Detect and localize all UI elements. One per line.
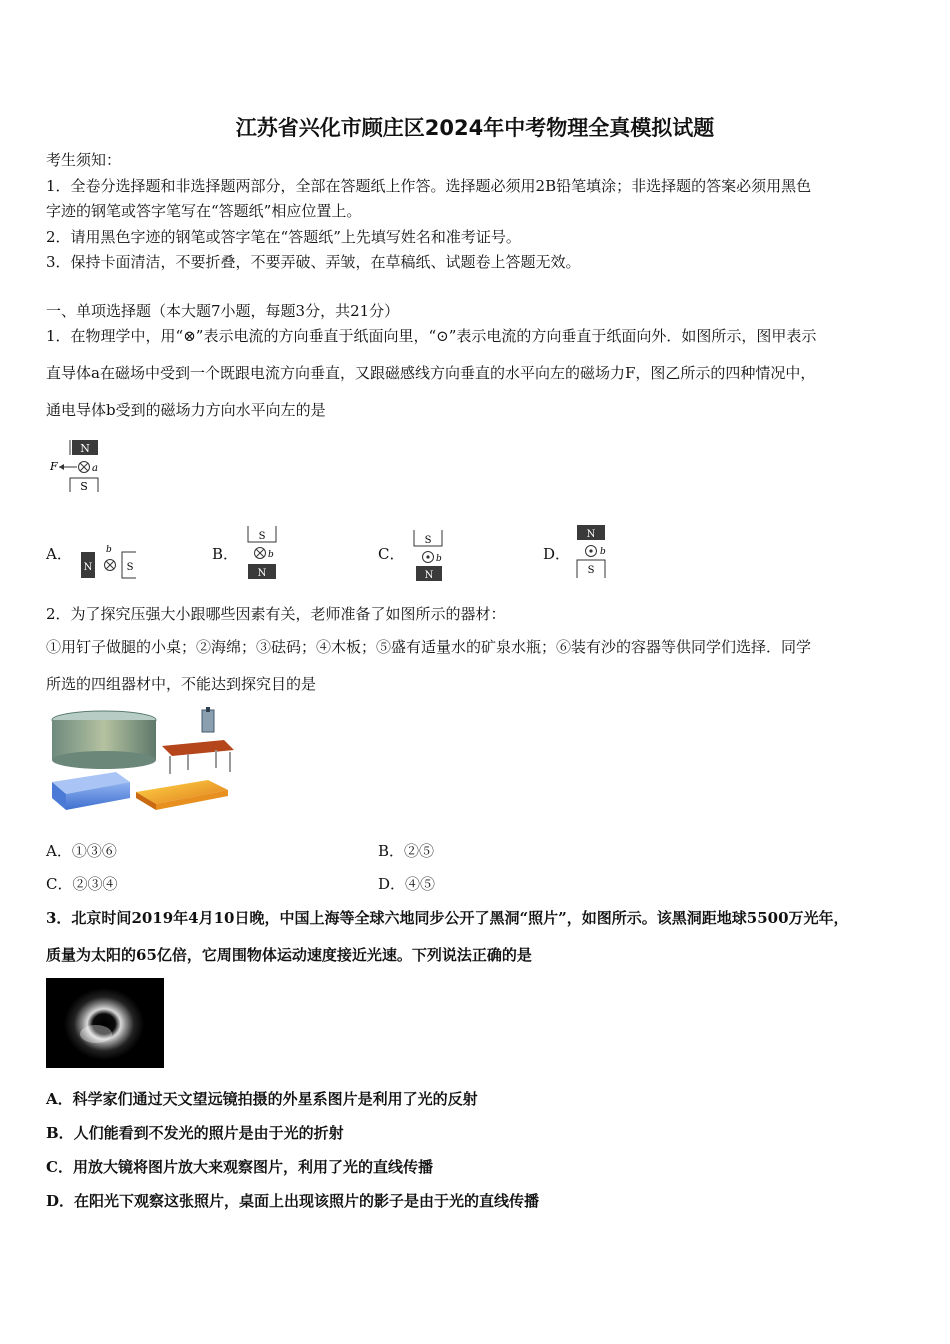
q1-option-b-figure — [244, 522, 284, 584]
svg-text:S: S — [126, 562, 134, 573]
q1-text: 通电导体b受到的磁场力方向水平向左的是 — [46, 401, 326, 419]
q3-option-a[interactable]: A．科学家们通过天文望远镜拍摄的外星系图片是利用了光的反射 — [46, 1090, 478, 1108]
page-title: 江苏省兴化市顾庄区2024年中考物理全真模拟试题 — [235, 116, 715, 140]
q2-text: 所选的四组器材中，不能达到探究目的是 — [46, 675, 317, 693]
section-heading: 一、单项选择题（本大题7小题，每题3分，共21分） — [46, 302, 400, 320]
svg-text:b: b — [106, 545, 112, 555]
svg-text:N: N — [83, 562, 93, 573]
q1-option-d-label[interactable]: D． — [543, 545, 571, 563]
svg-text:N: N — [257, 568, 267, 579]
q1-option-a-figure — [78, 542, 140, 582]
q1-text: 直导体a在磁场中受到一个既跟电流方向垂直，又跟磁感线方向垂直的水平向左的磁场力F，图乙所示的四种情况中， — [46, 364, 816, 382]
q2-text: ①用钉子做腿的小桌；②海绵；③砝码；④木板；⑤盛有适量水的矿泉水瓶；⑥装有沙的容器等供同学们选择．同学 — [46, 638, 812, 656]
q2-option-d[interactable] — [378, 874, 435, 894]
force-label: F — [50, 460, 58, 473]
notice-item: 字迹的钢笔或答字笔写在“答题纸”相应位置上。 — [46, 202, 362, 220]
q1-option-d-figure — [573, 522, 617, 582]
q1-option-c-figure — [410, 526, 450, 586]
q2-option-d-label: D． — [378, 875, 406, 893]
q2-option-c[interactable] — [46, 874, 118, 894]
q2-option-b-text: ②⑤ — [404, 842, 435, 860]
q2-option-c-label: C． — [46, 875, 73, 893]
svg-text:S: S — [258, 531, 266, 542]
q3-text: 3．北京时间2019年4月10日晚，中国上海等全球六地同步公开了黑洞“照片”，如图所示。该黑洞距地球5500万光年， — [46, 909, 849, 927]
q3-option-c[interactable]: C．用放大镜将图片放大来观察图片，利用了光的直线传播 — [46, 1158, 433, 1176]
svg-text:S: S — [587, 565, 595, 576]
q2-option-c-text: ②③④ — [72, 875, 118, 893]
q1-option-b-label[interactable]: B． — [212, 545, 239, 563]
q2-option-a-text: ①③⑥ — [71, 842, 117, 860]
conductor-a-label: a — [92, 463, 98, 474]
q1-option-c-label[interactable]: C． — [378, 545, 405, 563]
notice-heading: 考生须知： — [46, 151, 122, 169]
q2-option-b[interactable] — [378, 841, 434, 861]
svg-text:N: N — [424, 570, 434, 581]
svg-text:N: N — [586, 529, 596, 540]
black-hole-image — [46, 978, 164, 1068]
svg-text:b: b — [600, 547, 606, 557]
q2-option-d-text: ④⑤ — [405, 875, 436, 893]
svg-text:b: b — [268, 550, 274, 560]
q1-option-a-label[interactable]: A． — [46, 545, 72, 563]
q2-apparatus-image — [48, 706, 234, 820]
notice-item: 2．请用黑色字迹的钢笔或答字笔在“答题纸”上先填写姓名和准考证号。 — [46, 228, 521, 246]
q3-option-b[interactable]: B．人们能看到不发光的照片是由于光的折射 — [46, 1124, 344, 1142]
magnet-s-label: S — [80, 480, 88, 493]
notice-item: 3．保持卡面清洁，不要折叠，不要弄破、弄皱，在草稿纸、试题卷上答题无效。 — [46, 253, 581, 271]
q2-option-b-label: B． — [378, 842, 405, 860]
notice-item: 1．全卷分选择题和非选择题两部分，全部在答题纸上作答。选择题必须用2B铅笔填涂；非选择题的答案必须用黑色 — [46, 177, 812, 195]
svg-text:b: b — [436, 554, 442, 564]
q3-option-d[interactable]: D．在阳光下观察这张照片，桌面上出现该照片的影子是由于光的直线传播 — [46, 1192, 540, 1210]
q2-text: 2．为了探究压强大小跟哪些因素有关，老师准备了如图所示的器材： — [46, 605, 506, 623]
q1-text: 1．在物理学中，用“⊗”表示电流的方向垂直于纸面向里，“⊙”表示电流的方向垂直于纸面向外．如图所示，图甲表示 — [46, 327, 817, 345]
q3-text: 质量为太阳的65亿倍，它周围物体运动速度接近光速。下列说法正确的是 — [46, 946, 532, 964]
q1-figure-main — [46, 438, 116, 496]
q2-option-a-label: A． — [46, 842, 72, 860]
magnet-n-label: N — [80, 442, 90, 455]
svg-text:S: S — [424, 535, 432, 546]
q2-option-a[interactable] — [46, 841, 117, 861]
